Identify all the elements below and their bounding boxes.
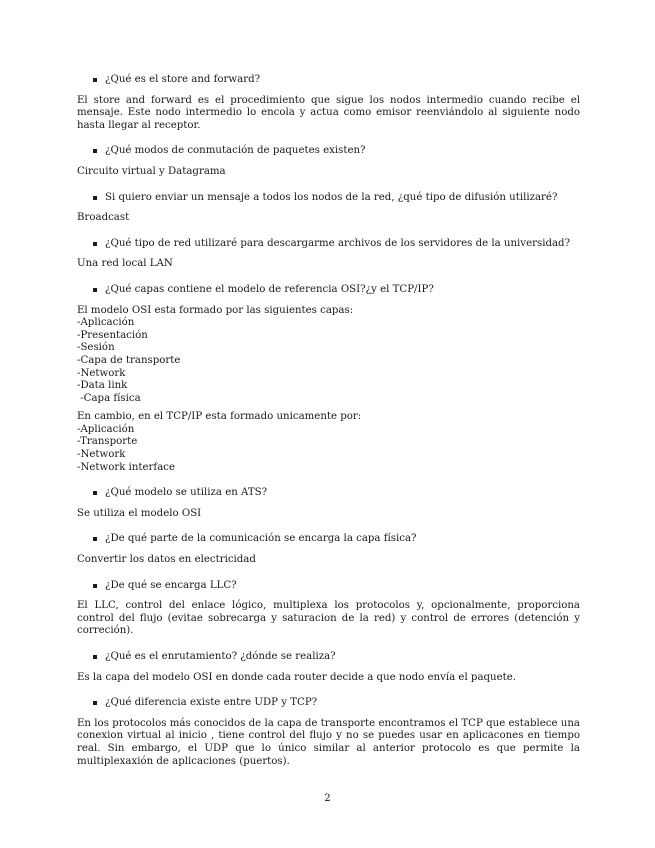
question-item xyxy=(77,192,580,205)
bullet-icon xyxy=(93,701,97,705)
question-item xyxy=(77,580,580,593)
question-text: ¿Qué modos de conmutación de paquetes existen? xyxy=(105,145,366,157)
osi-layer: -Data link xyxy=(77,380,128,392)
bullet-icon xyxy=(93,242,97,246)
question-text: ¿De qué se encarga LLC? xyxy=(105,579,237,591)
question-text: ¿De qué parte de la comunicación se encarga la capa física? xyxy=(105,533,417,545)
tcp-layers-answer xyxy=(77,411,580,474)
answer-text: En los protocolos más conocidos de la capa de transporte encontramos el TCP que establece una conexion virtual al inicio , tiene control del flujo y no se puedes usar en aplicacones en tiempo real. Sin embargo, el UDP que lo único similar al anterior protocolo es que permite la multiplexaxión de aplicaciones (puertos). xyxy=(77,717,580,767)
osi-intro: El modelo OSI esta formado por las siguientes capas: xyxy=(77,304,354,316)
bullet-icon xyxy=(93,196,97,200)
tcp-layer: -Network xyxy=(77,449,126,461)
answer-text: Convertir los datos en electricidad xyxy=(77,554,256,566)
question-text: ¿Qué es el enrutamiento? ¿dónde se realiza? xyxy=(105,651,336,662)
tcp-layer: -Network interface xyxy=(77,461,176,473)
question-item xyxy=(77,697,580,710)
question-text: ¿Qué es el store and forward? xyxy=(105,74,261,85)
answer-text: Broadcast xyxy=(77,212,130,224)
question-item xyxy=(77,145,580,158)
tcp-layer: -Transporte xyxy=(77,436,138,448)
bullet-icon xyxy=(93,537,97,541)
question-item xyxy=(77,238,580,251)
bullet-icon xyxy=(93,288,97,292)
answer-text: Una red local LAN xyxy=(77,258,173,270)
question-text: ¿Qué modelo se utiliza en ATS? xyxy=(105,487,268,499)
osi-layer: -Aplicación xyxy=(77,317,135,329)
osi-layer: -Sesión xyxy=(77,342,115,354)
question-item xyxy=(77,651,580,664)
osi-layer: -Network xyxy=(77,367,126,379)
question-text: ¿Qué diferencia existe entre UDP y TCP? xyxy=(105,697,318,709)
page-number: 2 xyxy=(324,793,331,804)
question-item xyxy=(77,487,580,500)
answer-text: Se utiliza el modelo OSI xyxy=(77,507,202,519)
answer-text: El store and forward es el procedimiento que sigue los nodos intermedio cuando recibe el mensaje. Este nodo intermedio lo encola y actua como emisor reenviándolo al siguiente nodo hasta llegar al receptor. xyxy=(77,94,580,131)
answer-text: Es la capa del modelo OSI en donde cada router decide a que nodo envía el paquete. xyxy=(77,671,517,683)
question-text: ¿Qué tipo de red utilizaré para descargarme archivos de los servidores de la universidad? xyxy=(105,237,571,249)
answer-text: Circuito virtual y Datagrama xyxy=(77,165,226,177)
bullet-icon xyxy=(93,78,97,82)
question-item xyxy=(77,74,580,87)
question-item xyxy=(77,533,580,546)
osi-layer: -Capa de transporte xyxy=(77,354,181,366)
page-content xyxy=(77,74,580,781)
bullet-icon xyxy=(93,149,97,153)
osi-layer: -Capa física xyxy=(77,392,141,404)
question-text: Si quiero enviar un mensaje a todos los nodos de la red, ¿qué tipo de difusión utilizaré? xyxy=(105,191,558,203)
question-item xyxy=(77,284,580,297)
tcp-layer: -Aplicación xyxy=(77,423,135,435)
bullet-icon xyxy=(93,584,97,588)
tcp-intro: En cambio, en el TCP/IP esta formado unicamente por: xyxy=(77,411,362,423)
answer-text: El LLC, control del enlace lógico, multiplexa los protocolos y, opcionalmente, proporciona control del flujo (evitae sobrecarga y saturacion de la red) y control de errores (detención y correción). xyxy=(77,600,580,637)
bullet-icon xyxy=(93,655,97,659)
question-text: ¿Qué capas contiene el modelo de referencia OSI?¿y el TCP/IP? xyxy=(105,283,434,295)
osi-layer: -Presentación xyxy=(77,329,148,341)
bullet-icon xyxy=(93,491,97,495)
osi-layers-answer xyxy=(77,305,580,406)
